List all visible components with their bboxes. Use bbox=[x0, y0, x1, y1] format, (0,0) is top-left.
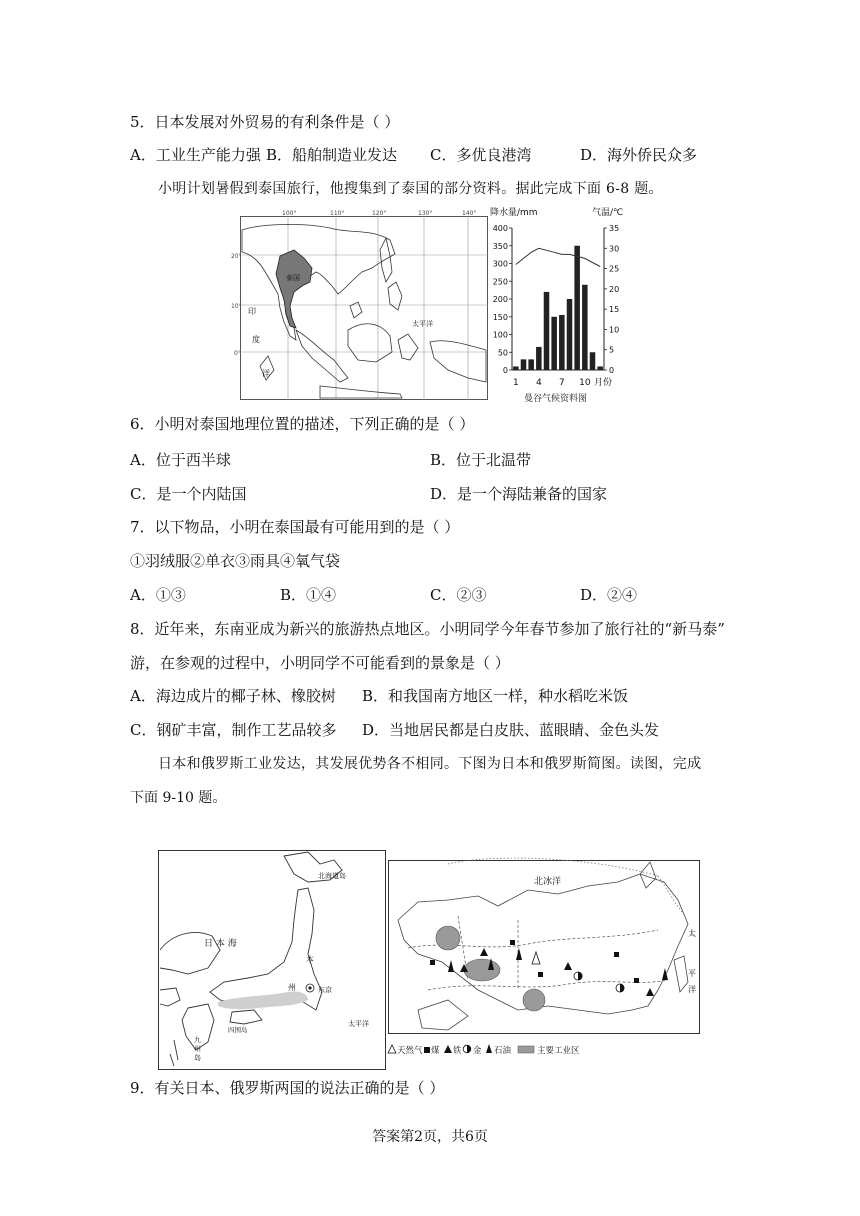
question-5-stem: 5．日本发展对外贸易的有利条件是（ ） bbox=[130, 113, 400, 131]
arctic-ocean-label: 北冰洋 bbox=[534, 877, 562, 887]
page-footer: 答案第2页，共6页 bbox=[372, 1129, 488, 1145]
q6-option-d: D．是一个海陆兼备的国家 bbox=[430, 485, 608, 503]
q8-option-b: B．和我国南方地区一样，种水稻吃米饭 bbox=[362, 687, 629, 705]
precip-bar-10 bbox=[582, 285, 588, 370]
russia-map bbox=[388, 860, 700, 1060]
y2-tick-label-25: 25 bbox=[609, 264, 620, 274]
q6-option-c: C．是一个内陆国 bbox=[130, 485, 247, 503]
precip-bar-4 bbox=[536, 347, 542, 370]
x-tick-label-7: 7 bbox=[558, 378, 565, 388]
y-tick-label-350: 350 bbox=[492, 241, 508, 251]
precip-bar-5 bbox=[544, 292, 550, 370]
industrial-zone-2 bbox=[464, 959, 500, 981]
intro-paragraph-6-8: 小明计划暑假到泰国旅行，他搜集到了泰国的部分资料。据此完成下面 6-8 题。 bbox=[158, 181, 663, 197]
kyushu-char-2: 州 bbox=[194, 1045, 201, 1053]
kyushu-char-1: 九 bbox=[194, 1036, 201, 1044]
tokyo-label: 东京 bbox=[318, 986, 332, 994]
q5-option-c: C．多优良港湾 bbox=[430, 146, 532, 164]
y2-tick-label-5: 5 bbox=[609, 345, 615, 355]
legend-iron: 铁 bbox=[453, 1046, 462, 1056]
precip-bar-7 bbox=[559, 315, 565, 370]
q5-option-b: B．船舶制造业发达 bbox=[266, 146, 398, 164]
japan-sea-label: 日 本 海 bbox=[204, 939, 237, 949]
chart-y2label: 气温/℃ bbox=[592, 208, 624, 218]
precip-bar-6 bbox=[551, 317, 557, 370]
q7-option-d: D．②④ bbox=[580, 586, 638, 604]
question-6-stem: 6．小明对泰国地理位置的描述，下列正确的是（ ） bbox=[130, 415, 475, 433]
x-tick-label-1: 1 bbox=[512, 378, 519, 388]
precip-bar-8 bbox=[567, 299, 573, 370]
y-tick-label-0: 0 bbox=[502, 366, 508, 375]
y2-tick-label-0: 0 bbox=[609, 366, 615, 375]
legend-industrial-zone: 主要工业区 bbox=[537, 1046, 580, 1056]
intro-paragraph-9-10-line2: 下面 9-10 题。 bbox=[130, 790, 227, 806]
lon-label-110: 110° bbox=[330, 210, 345, 217]
lon-label-100: 100° bbox=[282, 210, 297, 217]
y-tick-label-100: 100 bbox=[492, 330, 508, 340]
legend-coal: 煤 bbox=[431, 1046, 440, 1056]
y-tick-label-250: 250 bbox=[492, 277, 508, 287]
legend-gold: 金 bbox=[473, 1046, 482, 1056]
precip-bar-12 bbox=[597, 366, 603, 370]
y-tick-label-150: 150 bbox=[492, 312, 508, 322]
question-7-stem: 7．以下物品，小明在泰国最有可能用到的是（ ） bbox=[130, 518, 460, 536]
precip-bar-9 bbox=[574, 246, 580, 370]
q6-option-b: B．位于北温带 bbox=[430, 451, 532, 469]
lon-label-140: 140° bbox=[462, 210, 477, 217]
japan-map bbox=[158, 850, 386, 1070]
honshu-char-2: 州 bbox=[288, 983, 296, 992]
pacific-ocean-label: 太平洋 bbox=[412, 320, 433, 328]
q7-option-b: B．①④ bbox=[280, 586, 337, 604]
y-tick-label-50: 50 bbox=[497, 348, 508, 358]
y2-tick-label-20: 20 bbox=[609, 284, 620, 294]
q8-option-c: C．钢矿丰富，制作工艺品较多 bbox=[130, 721, 337, 739]
precip-bar-2 bbox=[521, 359, 527, 370]
kyushu-char-3: 岛 bbox=[194, 1054, 201, 1062]
y-tick-label-300: 300 bbox=[492, 259, 508, 269]
lon-label-120: 120° bbox=[372, 210, 387, 217]
precip-bar-1 bbox=[513, 366, 519, 370]
q7-option-c: C．②③ bbox=[430, 586, 487, 604]
question-8-stem-line1: 8．近年来，东南亚成为新兴的旅游热点地区。小明同学今年春节参加了旅行社的“新马泰” bbox=[130, 620, 725, 638]
russia-pacific-char-2: 平 bbox=[688, 969, 696, 978]
q8-option-a: A．海边成片的椰子林、橡胶树 bbox=[130, 687, 336, 705]
lat-label-0: 0° bbox=[234, 350, 241, 357]
q5-option-d: D．海外侨民众多 bbox=[580, 146, 698, 164]
x-tick-label-4: 4 bbox=[535, 378, 542, 388]
industrial-zone-3 bbox=[523, 989, 545, 1011]
coal-symbol bbox=[430, 960, 435, 965]
indian-ocean-char-1: 印 bbox=[248, 307, 256, 316]
indian-ocean-char-3: 洋 bbox=[262, 369, 270, 378]
q8-option-d: D．当地居民都是白皮肤、蓝眼睛、金色头发 bbox=[362, 721, 660, 739]
thailand-label: 泰国 bbox=[286, 274, 300, 282]
question-7-items: ①羽绒服②单衣③雨具④氧气袋 bbox=[130, 552, 341, 570]
chart-ylabel: 降水量/mm bbox=[490, 208, 538, 218]
precip-bar-3 bbox=[528, 359, 534, 370]
shikoku-label: 四国岛 bbox=[228, 1026, 248, 1034]
x-tick-label-10: 10 bbox=[579, 378, 591, 388]
q5-option-a: A．工业生产能力强 bbox=[130, 146, 261, 164]
y2-tick-label-10: 10 bbox=[609, 325, 620, 335]
intro-paragraph-9-10-line1: 日本和俄罗斯工业发达，其发展优势各不相同。下图为日本和俄罗斯简图。读图，完成 bbox=[158, 756, 702, 772]
legend-natural-gas: 天然气 bbox=[397, 1046, 423, 1056]
southeast-asia-map bbox=[231, 210, 488, 400]
question-9-stem: 9．有关日本、俄罗斯两国的说法正确的是（ ） bbox=[130, 1079, 445, 1097]
y-tick-label-200: 200 bbox=[492, 295, 508, 304]
y2-tick-label-35: 35 bbox=[609, 224, 620, 233]
q6-option-a: A．位于西半球 bbox=[130, 451, 231, 469]
y2-tick-label-15: 15 bbox=[609, 305, 620, 315]
temperature-line bbox=[516, 248, 600, 266]
japan-pacific-label: 太平洋 bbox=[348, 1020, 369, 1028]
honshu-char-1: 本 bbox=[306, 955, 314, 964]
lon-label-130: 130° bbox=[418, 210, 433, 217]
q7-option-a: A．①③ bbox=[130, 586, 186, 604]
hokkaido-label: 北海道岛 bbox=[318, 872, 346, 880]
russia-pacific-char-3: 洋 bbox=[688, 985, 696, 994]
lat-label-10: 10° bbox=[231, 303, 242, 310]
precip-bar-11 bbox=[590, 352, 596, 370]
indian-ocean-char-2: 度 bbox=[252, 335, 260, 344]
chart-title: 曼谷气候资料图 bbox=[524, 394, 588, 404]
bangkok-climate-chart bbox=[488, 204, 648, 408]
question-8-stem-line2: 游，在参观的过程中，小明同学不可能看到的景象是（ ） bbox=[130, 654, 510, 672]
y-tick-label-400: 400 bbox=[492, 224, 508, 233]
russia-pacific-char-1: 太 bbox=[688, 929, 696, 938]
legend-oil: 石油 bbox=[494, 1046, 512, 1056]
industrial-zone-1 bbox=[436, 926, 460, 950]
y2-tick-label-30: 30 bbox=[609, 244, 620, 254]
lat-label-20: 20° bbox=[231, 253, 242, 260]
chart-xunit: 月份 bbox=[594, 378, 613, 388]
